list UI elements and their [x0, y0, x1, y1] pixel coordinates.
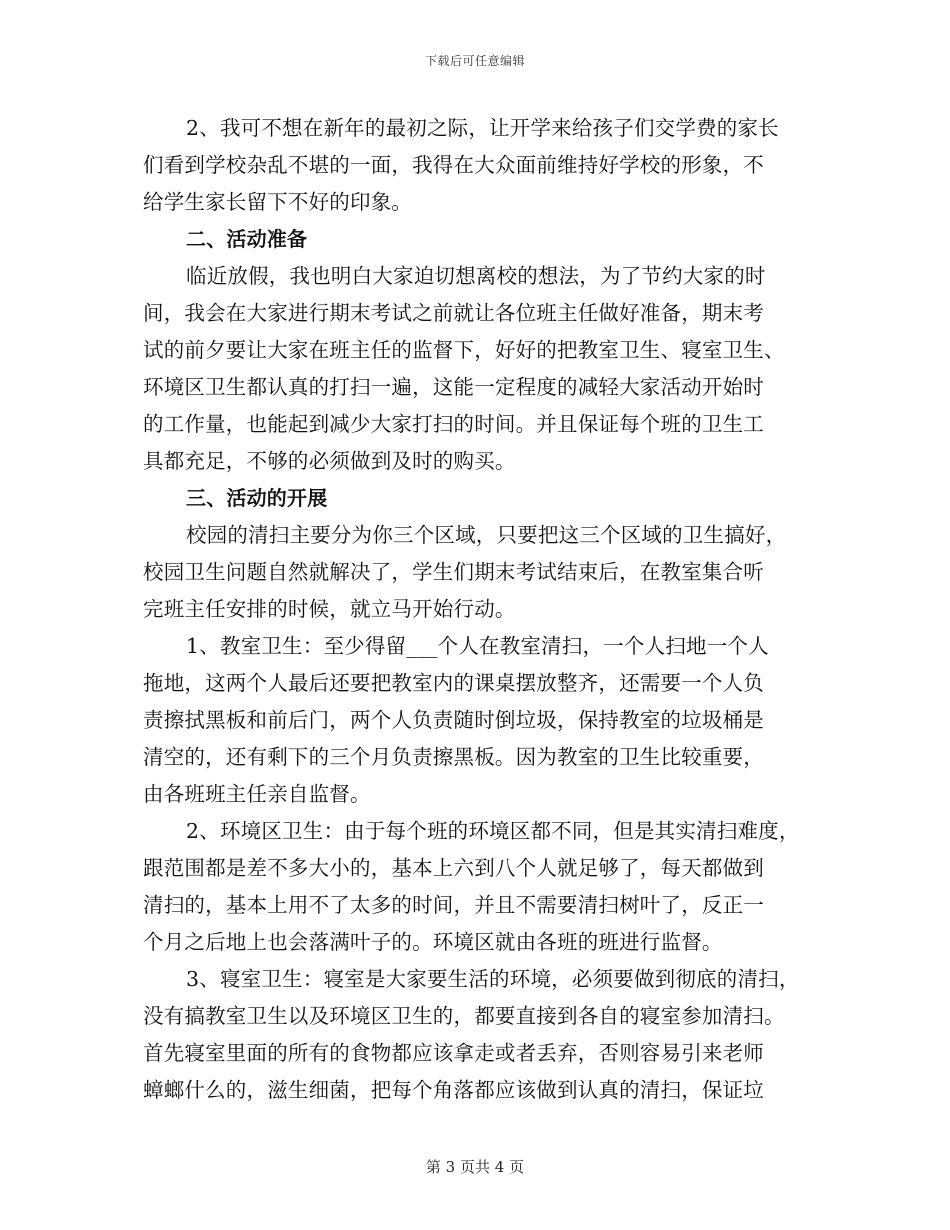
paragraph-line: 个月之后地上也会落满叶子的。环境区就由各班的班进行监督。 — [143, 930, 723, 954]
section-heading: 二、活动准备 — [186, 227, 308, 251]
page-footer: 第 3 页共 4 页 — [425, 1158, 525, 1176]
paragraph-line: 环境区卫生都认真的打扫一遍，这能一定程度的减轻大家活动开始时 — [143, 375, 764, 399]
section-heading: 三、活动的开展 — [186, 486, 328, 510]
paragraph-line: 试的前夕要让大家在班主任的监督下，好好的把教室卫生、寝室卫生、 — [143, 338, 785, 362]
paragraph-line: 们看到学校杂乱不堪的一面，我得在大众面前维持好学校的形象，不 — [143, 153, 764, 177]
paragraph-line: 由各班班主任亲自监督。 — [143, 782, 371, 806]
paragraph-line: 给学生家长留下不好的印象。 — [143, 190, 413, 214]
paragraph-line: 清空的，还有剩下的三个月负责擦黑板。因为教室的卫生比较重要， — [143, 745, 764, 769]
paragraph-line: 校园的清扫主要分为你三个区域，只要把这三个区域的卫生搞好， — [186, 523, 787, 547]
paragraph-line: 没有搞教室卫生以及环境区卫生的，都要直接到各自的寝室参加清扫。 — [143, 1004, 785, 1028]
paragraph-line: 的工作量，也能起到减少大家打扫的时间。并且保证每个班的卫生工 — [143, 412, 764, 436]
paragraph-line: 完班主任安排的时候，就立马开始行动。 — [143, 597, 516, 621]
paragraph-line: 蟑螂什么的，滋生细菌，把每个角落都应该做到认真的清扫，保证垃 — [143, 1078, 764, 1102]
paragraph-line: 2、环境区卫生：由于每个班的环境区都不同，但是其实清扫难度， — [186, 819, 800, 843]
document-body — [143, 110, 813, 1109]
paragraph-line: 具都充足，不够的必须做到及时的购买。 — [143, 449, 516, 473]
paragraph-line: 跟范围都是差不多大小的，基本上六到八个人就足够了，每天都做到 — [143, 856, 764, 880]
paragraph-line: 1、教室卫生：至少得留___个人在教室清扫，一个人扫地一个人 — [186, 634, 769, 658]
paragraph-line: 拖地，这两个人最后还要把教室内的课桌摆放整齐，还需要一个人负 — [143, 671, 764, 695]
paragraph-line: 3、寝室卫生：寝室是大家要生活的环境，必须要做到彻底的清扫， — [186, 967, 800, 991]
paragraph-line: 2、我可不想在新年的最初之际，让开学来给孩子们交学费的家长 — [186, 116, 779, 140]
paragraph-line: 校园卫生问题自然就解决了，学生们期末考试结束后，在教室集合听 — [143, 560, 764, 584]
paragraph-line: 临近放假，我也明白大家迫切想离校的想法，为了节约大家的时 — [186, 264, 766, 288]
paragraph-line: 首先寝室里面的所有的食物都应该拿走或者丢弃，否则容易引来老师 — [143, 1041, 764, 1065]
paragraph-line: 间，我会在大家进行期末考试之前就让各位班主任做好准备，期末考 — [143, 301, 764, 325]
page-header: 下载后可任意编辑 — [424, 54, 525, 68]
paragraph-line: 清扫的，基本上用不了太多的时间，并且不需要清扫树叶了，反正一 — [143, 893, 764, 917]
paragraph-line: 责擦拭黑板和前后门，两个人负责随时倒垃圾，保持教室的垃圾桶是 — [143, 708, 764, 732]
